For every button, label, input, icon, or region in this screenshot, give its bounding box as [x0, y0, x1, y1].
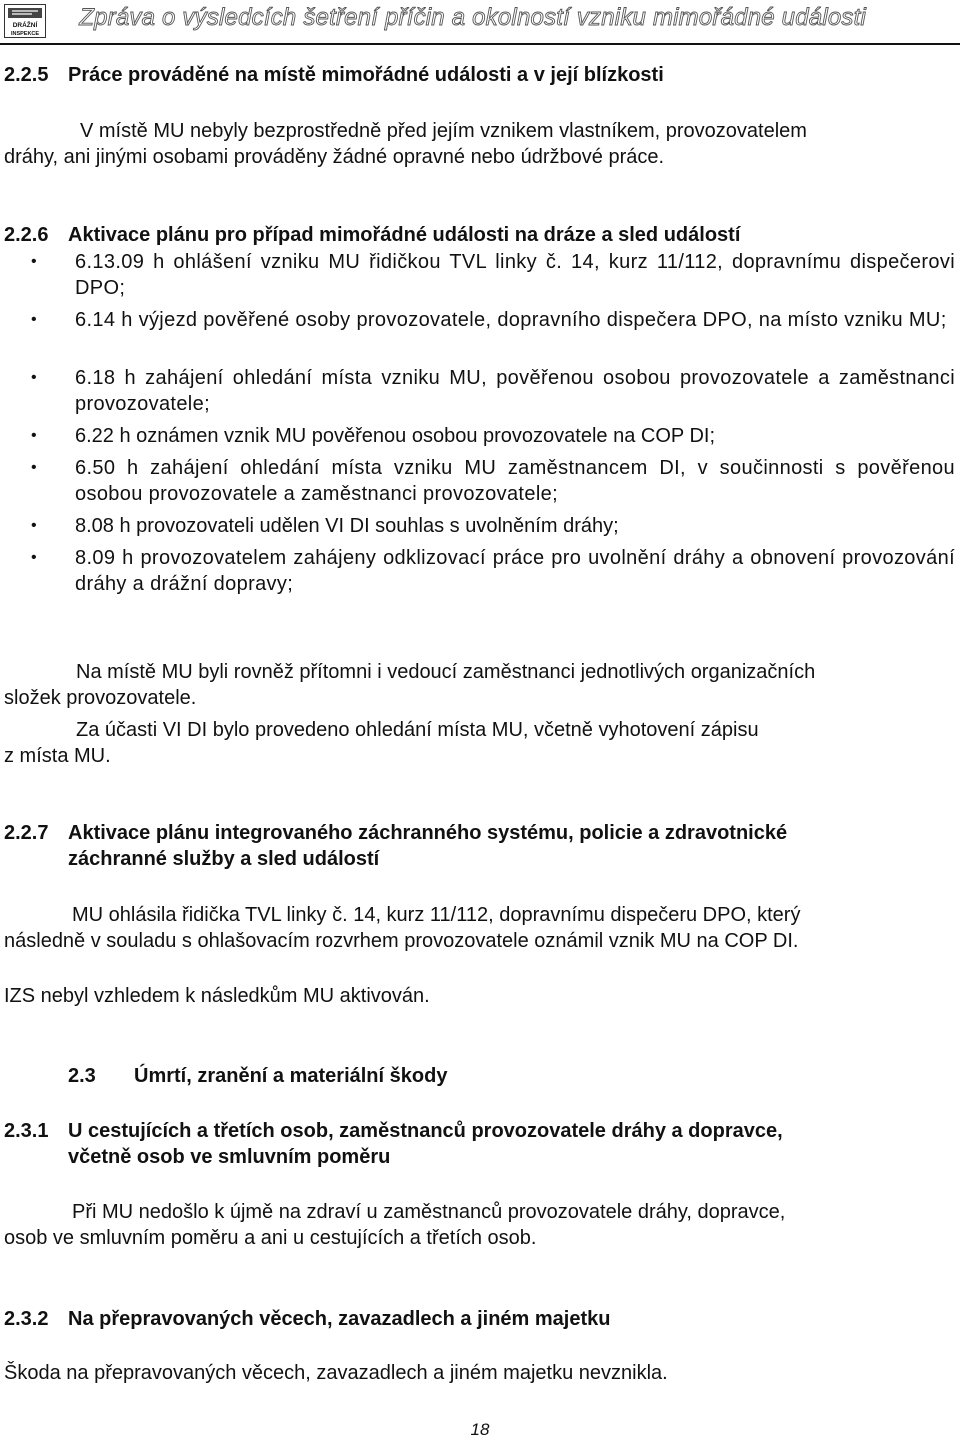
timeline-item-text: 8.08 h provozovateli udělen VI DI souhlas s uvolněním dráhy; [75, 515, 619, 537]
timeline-item [0, 423, 960, 449]
header-title: Zpráva o výsledcích šetření příčin a okolností vzniku mimořádné události [79, 4, 866, 31]
bullet-icon: • [31, 549, 37, 566]
paragraph: IZS nebyl vzhledem k následkům MU aktivován. [4, 985, 430, 1007]
timeline-item-text: 8.09 h provozovatelem zahájeny odklizovací práce pro uvolnění dráhy a obnovení provozování dráhy a drážní dopravy; [75, 547, 955, 595]
paragraph [4, 118, 956, 170]
section-heading-2-2-7 [4, 820, 956, 872]
timeline-item [0, 307, 960, 359]
section-heading-2-3-1 [4, 1118, 956, 1170]
bullet-icon: • [31, 427, 37, 444]
timeline-item [0, 513, 960, 539]
paragraph [4, 1199, 956, 1251]
bullet-icon: • [31, 369, 37, 386]
timeline-item-text: 6.22 h oznámen vznik MU pověřenou osobou provozovatele na COP DI; [75, 425, 715, 447]
timeline-item [0, 249, 960, 301]
paragraph-line: osob ve smluvním poměru a ani u cestujících a třetích osob. [4, 1227, 537, 1249]
bullet-icon: • [31, 311, 37, 328]
section-heading-2-2-6 [4, 222, 956, 248]
timeline-item-text: 6.14 h výjezd pověřené osoby provozovatele, dopravního dispečera DPO, na místo vzniku MU; [75, 309, 947, 331]
timeline-item [0, 365, 960, 417]
bullet-icon: • [31, 517, 37, 534]
bullet-icon: • [31, 253, 37, 270]
svg-text:DRÁŽNÍ: DRÁŽNÍ [12, 22, 38, 29]
section-title: U cestujících a třetích osob, zaměstnanců provozovatele dráhy a dopravce, [68, 1120, 783, 1142]
paragraph [4, 717, 956, 769]
paragraph-line: dráhy, ani jinými osobami prováděny žádné opravné nebo údržbové práce. [4, 146, 665, 168]
timeline-item-text: 6.13.09 h ohlášení vzniku MU řidičkou TVL linky č. 14, kurz 11/112, dopravnímu dispečerovi DPO; [75, 251, 955, 299]
section-number: 2.2.5 [4, 64, 49, 86]
paragraph-first-line: V místě MU nebyly bezprostředně před jejím vznikem vlastníkem, provozovatelem [80, 120, 807, 142]
timeline-item [0, 455, 960, 507]
page-number: 18 [470, 1420, 490, 1439]
section-number: 2.2.6 [4, 224, 49, 246]
timeline-item-text: 6.50 h zahájení ohledání místa vzniku MU zaměstnancem DI, v součinnosti s pověřenou osobou provozovatele a zaměstnanci provozovatele; [75, 457, 955, 505]
timeline-item [0, 545, 960, 597]
paragraph [4, 902, 956, 954]
section-title: Práce prováděné na místě mimořádné události a v její blízkosti [68, 64, 664, 86]
section-title: Na přepravovaných věcech, zavazadlech a jiném majetku [68, 1308, 611, 1330]
paragraph-first-line: MU ohlásila řidička TVL linky č. 14, kurz 11/112, dopravnímu dispečeru DPO, který [72, 904, 801, 926]
timeline-item-text: 6.18 h zahájení ohledání místa vzniku MU, pověřenou osobou provozovatele a zaměstnanci provozovatele; [75, 367, 955, 415]
section-number: 2.2.7 [4, 822, 49, 844]
paragraph-first-line: Za účasti VI DI bylo provedeno ohledání místa MU, včetně vyhotovení zápisu [76, 719, 759, 741]
section-heading-2-2-5 [4, 62, 956, 88]
section-title-continued: včetně osob ve smluvním poměru [68, 1146, 391, 1168]
section-number: 2.3.2 [4, 1308, 49, 1330]
paragraph [4, 659, 956, 711]
paragraph-first-line: Na místě MU byli rovněž přítomni i vedoucí zaměstnanci jednotlivých organizačních [76, 661, 816, 683]
header-divider [0, 43, 960, 45]
section-number: 2.3 [68, 1065, 96, 1087]
paragraph: Škoda na přepravovaných věcech, zavazadlech a jiném majetku nevznikla. [4, 1362, 668, 1384]
section-title-continued: záchranné služby a sled událostí [68, 848, 380, 870]
section-title: Úmrtí, zranění a materiální škody [134, 1065, 448, 1087]
section-number: 2.3.1 [4, 1120, 49, 1142]
bullet-icon: • [31, 459, 37, 476]
paragraph-first-line: Při MU nedošlo k újmě na zdraví u zaměstnanců provozovatele dráhy, dopravce, [72, 1201, 786, 1223]
section-title: Aktivace plánu pro případ mimořádné události na dráze a sled událostí [68, 224, 741, 246]
paragraph-line: z místa MU. [4, 745, 111, 767]
section-heading-2-3-2 [4, 1306, 956, 1332]
paragraph-line: následně v souladu s ohlašovacím rozvrhem provozovatele oznámil vznik MU na COP DI. [4, 930, 799, 952]
drazni-inspekce-logo [4, 4, 46, 38]
section-title: Aktivace plánu integrovaného záchranného systému, policie a zdravotnické [68, 822, 788, 844]
svg-text:INSPEKCE: INSPEKCE [10, 31, 40, 37]
paragraph-line: složek provozovatele. [4, 687, 197, 709]
event-timeline-list [0, 249, 960, 597]
page-header [0, 0, 960, 44]
